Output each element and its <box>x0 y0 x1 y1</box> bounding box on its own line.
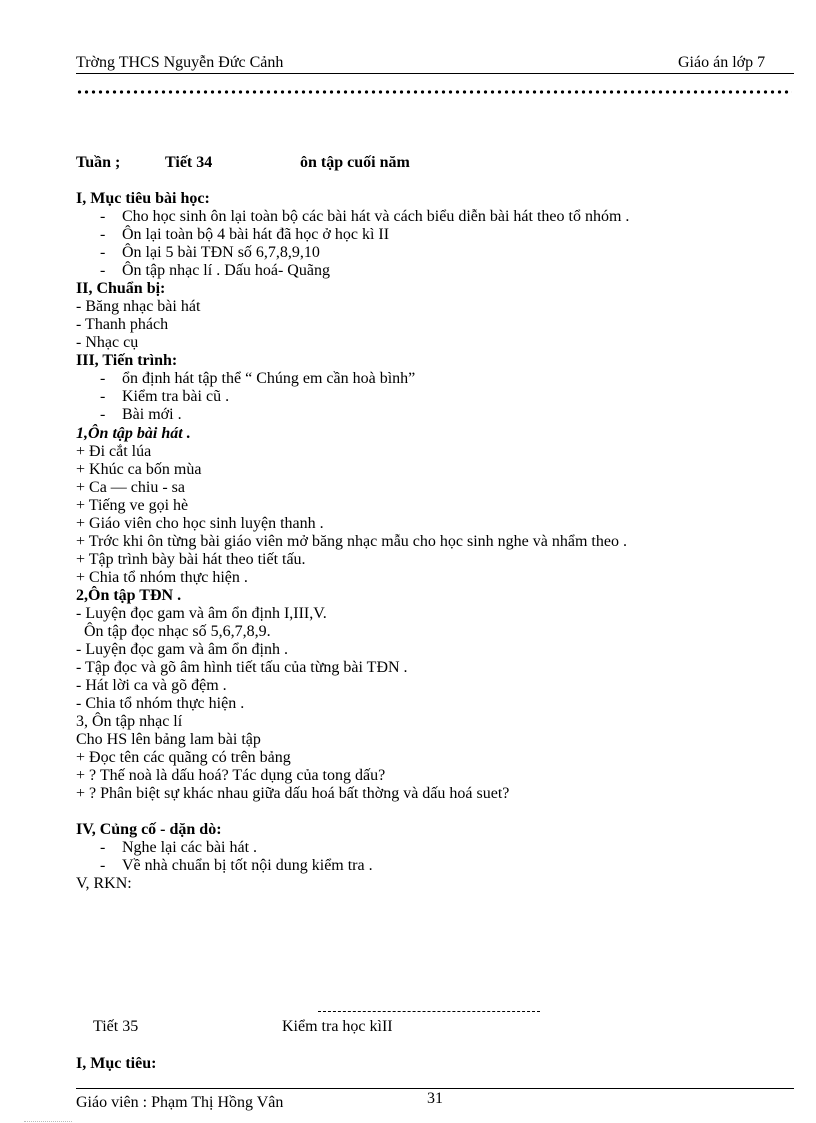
lesson-separator <box>318 1011 540 1012</box>
next-period: Tiết 35 <box>93 1018 139 1035</box>
list-item: + Khúc ca bốn mùa <box>76 461 202 478</box>
list-item: + Tập trình bày bài hát theo tiết tấu. <box>76 551 306 568</box>
list-item: - Bài mới . <box>100 406 182 423</box>
list-item: - Nhạc cụ <box>76 334 139 351</box>
list-item: - Ôn tập nhạc lí . Dấu hoá- Quãng <box>100 262 330 279</box>
list-item: + Trớc khi ôn từng bài giáo viên mở băng nhạc mẫu cho học sinh nghe và nhẩm theo . <box>76 533 627 550</box>
title-topic: ôn tập cuối năm <box>300 154 410 171</box>
list-item: - Cho học sinh ôn lại toàn bộ các bài hát và cách biểu diễn bài hát theo tổ nhóm . <box>100 208 630 225</box>
list-item: - Nghe lại các bài hát . <box>100 839 258 856</box>
header-rule <box>76 73 794 74</box>
list-item: - Ôn lại toàn bộ 4 bài hát đã học ở học kì II <box>100 226 390 243</box>
part3-heading: 3, Ôn tập nhạc lí <box>76 713 183 730</box>
section1-heading: I, Mục tiêu bài học: <box>76 190 210 207</box>
section2-heading: II, Chuẩn bị: <box>76 280 166 297</box>
list-item: - Luyện đọc gam và âm ổn định . <box>76 641 288 658</box>
next-topic: Kiểm tra học kìII <box>282 1018 393 1035</box>
list-item: - Kiểm tra bài cũ . <box>100 388 230 405</box>
list-item: + Giáo viên cho học sinh luyện thanh . <box>76 515 324 532</box>
title-week: Tuần ; <box>76 154 121 171</box>
list-item: + Đi cắt lúa <box>76 443 152 460</box>
list-item: - Thanh phách <box>76 316 169 333</box>
dotted-divider <box>76 90 792 94</box>
title-period: Tiết 34 <box>165 154 213 171</box>
list-item: - Hát lời ca và gõ đệm . <box>76 677 227 694</box>
list-item: - Chia tổ nhóm thực hiện . <box>76 695 245 712</box>
footer-mark <box>24 1121 72 1122</box>
list-item: - Tập đọc và gõ âm hình tiết tấu của từng bài TĐN . <box>76 659 408 676</box>
footer-teacher: Giáo viên : Phạm Thị Hồng Vân <box>76 1094 284 1111</box>
list-item: + ? Thế noà là dấu hoá? Tác dụng của tong dấu? <box>76 767 386 784</box>
footer-rule <box>76 1088 794 1089</box>
list-item: - ổn định hát tập thể “ Chúng em cần hoà bình” <box>100 370 416 387</box>
part1-heading: 1,Ôn tập bài hát . <box>76 425 191 442</box>
list-item: - Về nhà chuẩn bị tốt nội dung kiểm tra . <box>100 857 373 874</box>
list-item: + Ca — chiu - sa <box>76 479 185 496</box>
list-item: + Tiếng ve gọi hè <box>76 497 189 514</box>
list-item: + Chia tổ nhóm thực hiện . <box>76 569 248 586</box>
header-school: Trờng THCS Nguyễn Đức Cảnh <box>76 54 284 71</box>
list-item: - Ôn lại 5 bài TĐN số 6,7,8,9,10 <box>100 244 320 261</box>
next-heading: I, Mục tiêu: <box>76 1055 157 1072</box>
section4-heading: IV, Củng cố - dặn dò: <box>76 821 222 838</box>
section5-heading: V, RKN: <box>76 875 132 892</box>
list-item: + Đọc tên các quãng có trên bảng <box>76 749 291 766</box>
page-number: 31 <box>427 1090 443 1107</box>
list-item: - Băng nhạc bài hát <box>76 298 201 315</box>
header-grade: Giáo án lớp 7 <box>678 54 766 71</box>
list-item: + ? Phân biệt sự khác nhau giữa dấu hoá bất thờng và dấu hoá suet? <box>76 785 510 802</box>
list-item: Ôn tập đọc nhạc số 5,6,7,8,9. <box>76 623 271 640</box>
list-item: - Luyện đọc gam và âm ổn định I,III,V. <box>76 605 327 622</box>
list-item: Cho HS lên bảng lam bài tập <box>76 731 261 748</box>
part2-heading: 2,Ôn tập TĐN . <box>76 587 182 604</box>
section3-heading: III, Tiến trình: <box>76 352 178 369</box>
